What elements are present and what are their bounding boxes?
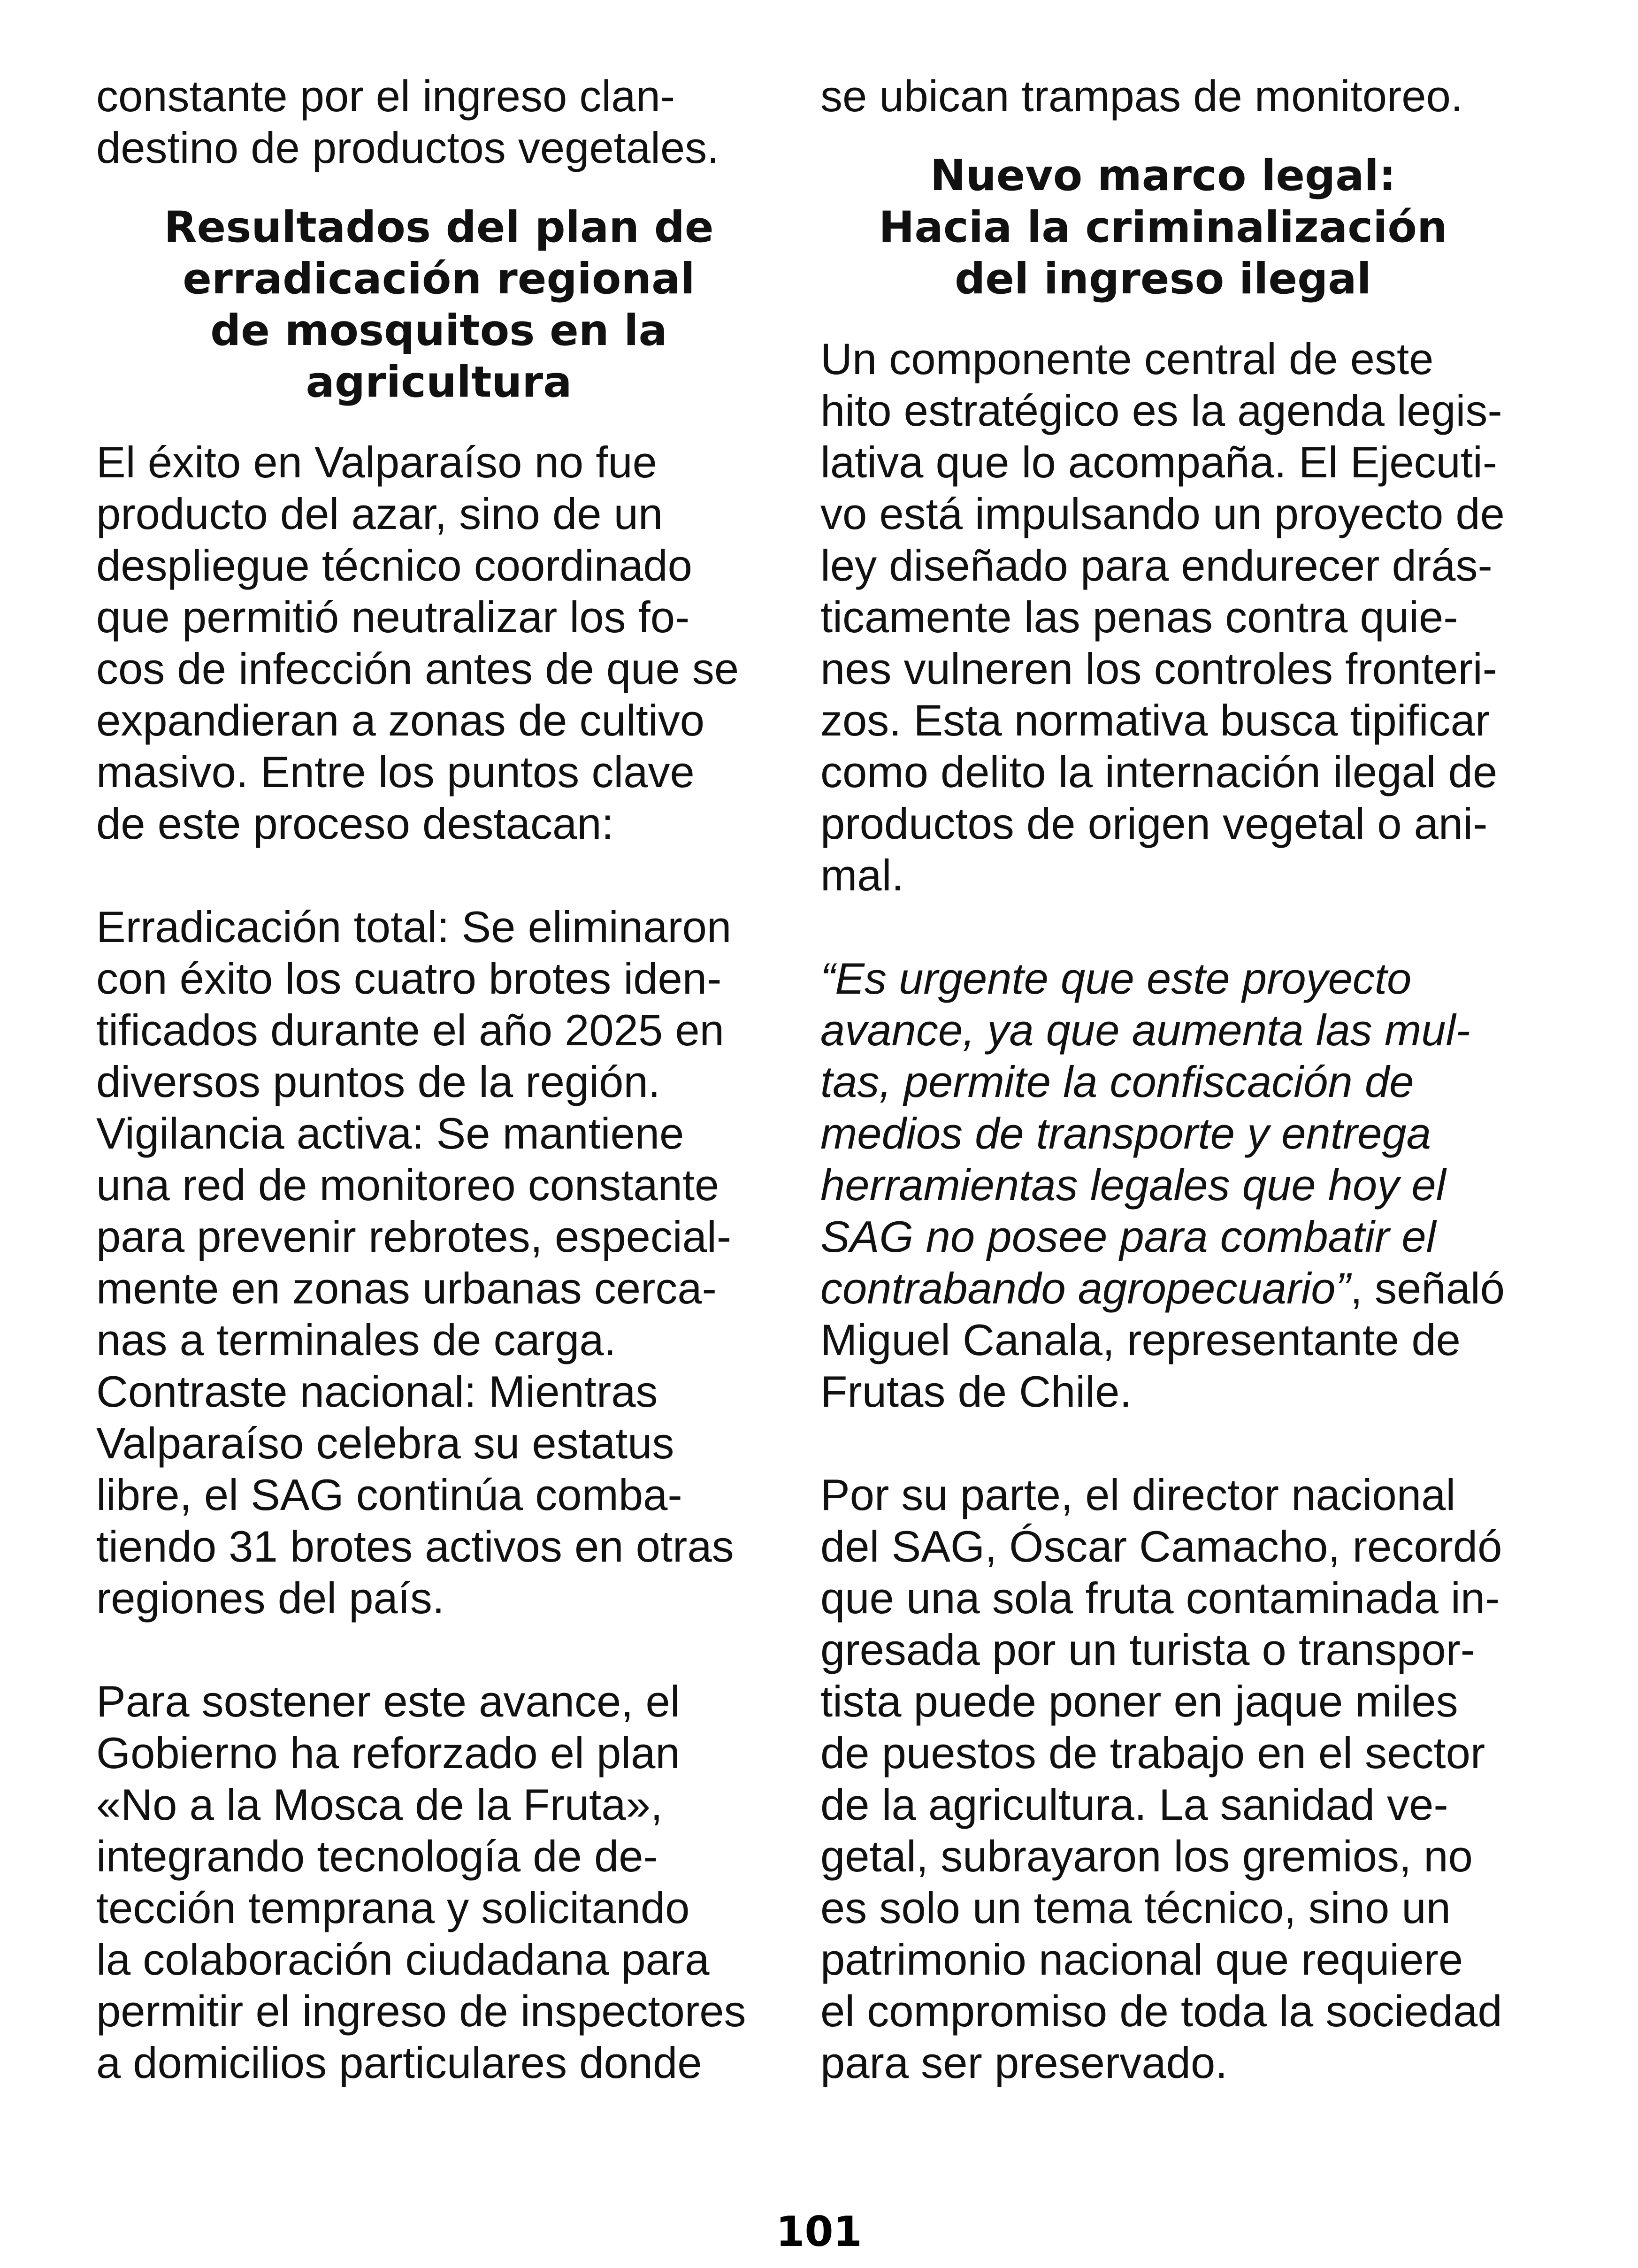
section-heading-results xyxy=(96,202,781,408)
text-line: Contraste nacional: Mientras xyxy=(96,1367,658,1416)
text-line: integrando tecnología de de- xyxy=(96,1831,658,1881)
page-number: 101 xyxy=(776,2207,862,2256)
text-line: como delito la internación ilegal de xyxy=(820,747,1498,797)
quote-end: contrabando agropecuario” xyxy=(820,1264,1350,1313)
text-line: es solo un tema técnico, sino un xyxy=(820,1883,1451,1932)
text-line: despliegue técnico coordinado xyxy=(96,541,692,590)
text-line: Vigilancia activa: Se mantiene xyxy=(96,1109,684,1158)
text-line: Para sostener este avance, el xyxy=(96,1677,680,1726)
text-line: producto del azar, sino de un xyxy=(96,489,663,538)
heading-line: Hacia la criminalización xyxy=(879,203,1447,252)
text-line: de este proceso destacan: xyxy=(96,799,614,848)
quote-line: medios de transporte y entrega xyxy=(820,1109,1431,1158)
right-column xyxy=(820,70,1506,2089)
text-line: que permitió neutralizar los fo- xyxy=(96,592,690,642)
left-paragraph-1 xyxy=(96,437,781,850)
text-line: ticamente las penas contra quie- xyxy=(820,592,1458,642)
quote-line: tas, permite la confiscación de xyxy=(820,1057,1414,1106)
text-line: Frutas de Chile. xyxy=(820,1367,1132,1416)
text-line: tificados durante el año 2025 en xyxy=(96,1005,724,1055)
text-line: el compromiso de toda la sociedad xyxy=(820,1986,1502,2036)
text-line: ley diseñado para endurecer drás- xyxy=(820,541,1493,590)
quote-line: SAG no posee para combatir el xyxy=(820,1212,1436,1261)
text-line: Valparaíso celebra su estatus xyxy=(96,1418,674,1468)
text-line: vo está impulsando un proyecto de xyxy=(820,489,1505,538)
text-line: tista puede poner en jaque miles xyxy=(820,1677,1458,1726)
text-line: a domicilios particulares donde xyxy=(96,2038,702,2087)
text-line: Gobierno ha reforzado el plan xyxy=(96,1728,680,1778)
heading-line: Nuevo marco legal: xyxy=(930,151,1396,200)
right-paragraph-3 xyxy=(820,1469,1506,2089)
text-line: cos de infección antes de que se xyxy=(96,644,739,693)
quote-line: “Es urgente que este proyecto xyxy=(820,954,1412,1003)
text-line: que una sola fruta contaminada in- xyxy=(820,1573,1500,1623)
left-paragraph-3 xyxy=(96,1676,781,2089)
left-column xyxy=(96,70,781,2089)
text-line: gresada por un turista o transpor- xyxy=(820,1625,1476,1674)
text-line: para ser preservado. xyxy=(820,2038,1228,2087)
text-line: «No a la Mosca de la Fruta», xyxy=(96,1780,663,1829)
quote-line: avance, ya que aumenta las mul- xyxy=(820,1005,1470,1055)
section-heading-legal-framework xyxy=(820,150,1506,305)
heading-line: Resultados del plan de xyxy=(164,203,714,252)
left-paragraph-2 xyxy=(96,901,781,1624)
text-line: de puestos de trabajo en el sector xyxy=(820,1728,1485,1778)
heading-line: agricultura xyxy=(306,358,572,407)
text-line: zos. Esta normativa busca tipificar xyxy=(820,696,1490,745)
text-line: se ubican trampas de monitoreo. xyxy=(820,71,1463,121)
text-line: Por su parte, el director nacional xyxy=(820,1470,1456,1519)
text-line: El éxito en Valparaíso no fue xyxy=(96,437,657,487)
quote-paragraph xyxy=(820,953,1506,1418)
heading-line: erradicación regional xyxy=(183,254,695,304)
text-line: nas a terminales de carga. xyxy=(96,1315,616,1364)
text-line: de la agricultura. La sanidad ve- xyxy=(820,1780,1448,1829)
quote-line: herramientas legales que hoy el xyxy=(820,1160,1446,1210)
text-line: regiones del país. xyxy=(96,1573,445,1623)
text-line: lativa que lo acompaña. El Ejecuti- xyxy=(820,437,1498,487)
text-line: constante por el ingreso clan- xyxy=(96,71,675,121)
text-line: permitir el ingreso de inspectores xyxy=(96,1986,746,2036)
text-line: productos de origen vegetal o ani- xyxy=(820,799,1488,848)
text-line: tección temprana y solicitando xyxy=(96,1883,690,1932)
text-line: patrimonio nacional que requiere xyxy=(820,1935,1463,1984)
text-line: con éxito los cuatro brotes iden- xyxy=(96,954,722,1003)
text-line: expandieran a zonas de cultivo xyxy=(96,696,704,745)
text-line: mal. xyxy=(820,850,904,900)
text-line: la colaboración ciudadana para xyxy=(96,1935,710,1984)
attribution-verb: , señaló xyxy=(1350,1264,1505,1313)
left-intro-paragraph xyxy=(96,70,781,174)
text-line: destino de productos vegetales. xyxy=(96,123,719,172)
quote-attribution-line xyxy=(820,1263,1506,1314)
text-line: hito estratégico es la agenda legis- xyxy=(820,386,1502,435)
right-intro-paragraph xyxy=(820,70,1506,122)
text-line: getal, subrayaron los gremios, no xyxy=(820,1831,1473,1881)
text-line: Un componente central de este xyxy=(820,334,1434,383)
heading-line: del ingreso ilegal xyxy=(955,254,1371,304)
heading-line: de mosquitos en la xyxy=(210,306,667,355)
text-line: mente en zonas urbanas cerca- xyxy=(96,1264,717,1313)
text-line: libre, el SAG continúa comba- xyxy=(96,1470,682,1519)
text-line: Miguel Canala, representante de xyxy=(820,1315,1461,1364)
text-line: nes vulneren los controles fronteri- xyxy=(820,644,1498,693)
text-line: tiendo 31 brotes activos en otras xyxy=(96,1522,734,1571)
text-line: diversos puntos de la región. xyxy=(96,1057,660,1106)
text-line: para prevenir rebrotes, especial- xyxy=(96,1212,732,1261)
text-line: una red de monitoreo constante xyxy=(96,1160,719,1210)
right-paragraph-1 xyxy=(820,333,1506,901)
text-line: masivo. Entre los puntos clave xyxy=(96,747,695,797)
text-line: Erradicación total: Se eliminaron xyxy=(96,902,732,951)
text-line: del SAG, Óscar Camacho, recordó xyxy=(820,1522,1502,1571)
